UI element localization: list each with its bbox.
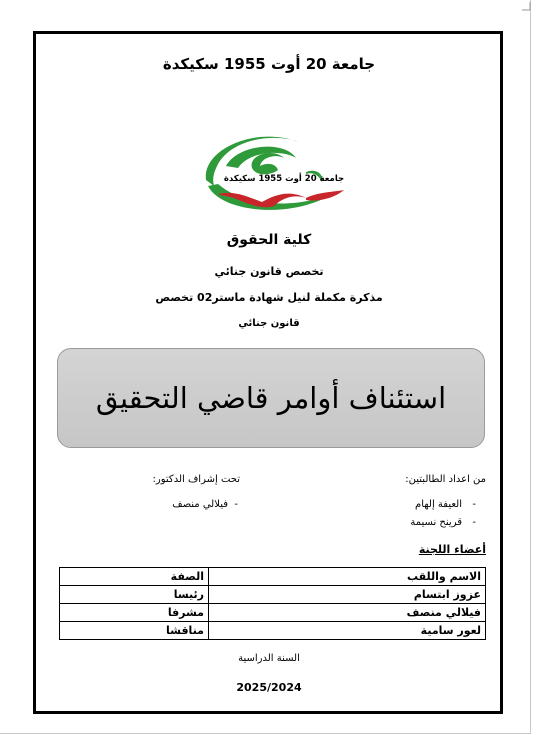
student-name: قرينح نسيمة xyxy=(410,517,462,528)
member-role: رئيسا xyxy=(60,586,209,604)
supervisor-prefix: - xyxy=(234,499,238,510)
member-role: مشرفا xyxy=(60,604,209,622)
table-row xyxy=(60,622,486,640)
committee-table xyxy=(59,567,486,640)
thesis-title-box xyxy=(57,348,485,448)
university-logo xyxy=(188,128,350,218)
university-name: جامعة 20 أوت 1955 سكيكدة xyxy=(162,55,376,73)
supervisor-label: تحت إشراف الدكتور: xyxy=(152,474,240,485)
column-header-name: الاسم واللقب xyxy=(209,568,486,586)
column-header-role: الصفة xyxy=(60,568,209,586)
specialty-line: تخصص قانون جنائي xyxy=(214,265,324,278)
member-role: مناقشا xyxy=(60,622,209,640)
thesis-title: استئناف أوامر قاضي التحقيق xyxy=(95,381,447,415)
academic-year-label: السنة الدراسية xyxy=(238,653,300,664)
page-corner-mark xyxy=(522,2,532,12)
specialty-line-2: قانون جنائي xyxy=(238,318,300,329)
student-bullet: - xyxy=(472,499,476,510)
logo-text: جامعة 20 أوت 1955 سكيكدة xyxy=(223,174,345,184)
table-row xyxy=(60,586,486,604)
student-name: العيفة إلهام xyxy=(415,499,462,510)
faculty-name: كلية الحقوق xyxy=(226,232,312,248)
supervisor-name: فيلالي منصف xyxy=(172,499,228,510)
academic-year: 2025/2024 xyxy=(236,681,302,694)
students-label: من اعداد الطالبتين: xyxy=(405,474,486,485)
member-name: فيلالي منصف xyxy=(209,604,486,622)
member-name: عزوز ابتسام xyxy=(209,586,486,604)
committee-heading: أعضاء اللجنة xyxy=(418,543,486,556)
table-header-row xyxy=(60,568,486,586)
table-row xyxy=(60,604,486,622)
student-bullet: - xyxy=(472,517,476,528)
member-name: لعور سامية xyxy=(209,622,486,640)
memo-line: مذكرة مكملة لنيل شهادة ماستر02 تخصص xyxy=(155,291,383,304)
